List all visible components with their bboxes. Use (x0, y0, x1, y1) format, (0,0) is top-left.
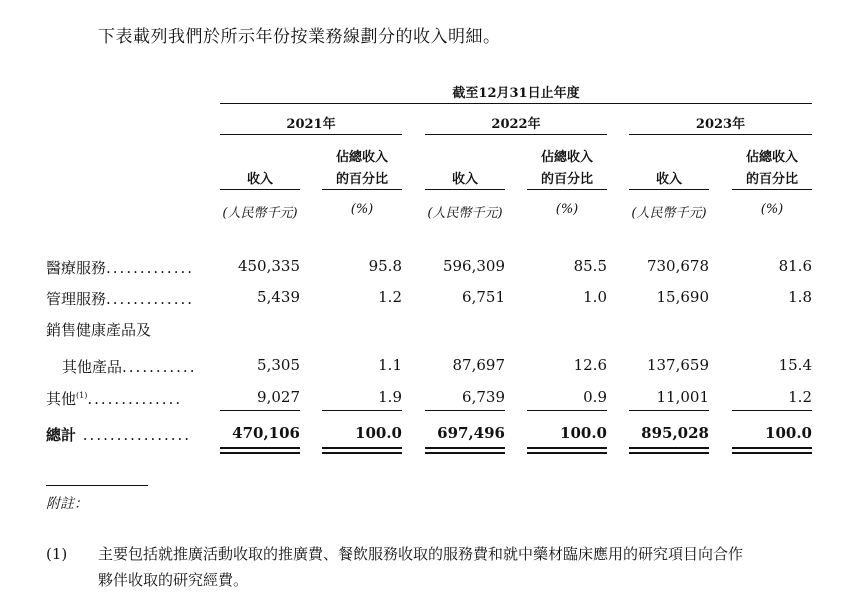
table-row-label: 醫療服務............. (46, 259, 195, 277)
table-cell: 6,739 (462, 388, 505, 406)
unit-pct-2022: (%) (555, 202, 579, 217)
total-double-rule (322, 447, 402, 454)
period-header-rule (220, 103, 812, 104)
table-cell: 15.4 (778, 356, 812, 374)
table-row-label-cont: 其他產品........... (62, 358, 197, 376)
table-cell: 1.2 (788, 388, 812, 406)
year-header-2023: 2023年 (695, 117, 746, 132)
year-header-2022: 2022年 (491, 117, 541, 132)
table-cell: 730,678 (646, 257, 709, 275)
table-cell: 1.2 (378, 288, 402, 306)
total-cell: 100.0 (355, 424, 402, 442)
table-cell: 15,690 (656, 288, 709, 306)
table-cell: 5,439 (257, 288, 300, 306)
col-rule (322, 189, 402, 190)
unit-revenue-2023: (人民幣千元) (631, 206, 707, 221)
col-rule (629, 189, 709, 190)
table-cell: 9,027 (257, 388, 300, 406)
table-cell: 450,335 (237, 257, 300, 275)
subtotal-rule (629, 410, 709, 411)
year-rule-2021 (220, 134, 402, 135)
table-row-label: 管理服務............. (46, 290, 195, 308)
total-double-rule (732, 447, 812, 454)
unit-pct-2023: (%) (760, 202, 784, 217)
table-cell: 1.8 (788, 288, 812, 306)
table-cell: 85.5 (573, 257, 607, 275)
notes-separator (46, 485, 148, 486)
unit-pct-2021: (%) (350, 202, 374, 217)
table-row-label: 銷售健康產品及 (46, 321, 152, 339)
unit-revenue-2021: (人民幣千元) (222, 206, 298, 221)
table-cell: 137,659 (646, 356, 709, 374)
total-cell: 470,106 (232, 424, 300, 442)
total-double-rule (220, 447, 300, 454)
year-header-2021: 2021年 (286, 117, 336, 132)
table-cell: 1.0 (583, 288, 607, 306)
table-cell: 1.9 (378, 388, 402, 406)
col-pct-2022-line2: 的百分比 (540, 172, 593, 187)
total-cell: 100.0 (560, 424, 607, 442)
col-rule (732, 189, 812, 190)
year-rule-2023 (629, 134, 812, 135)
table-cell: 596,309 (442, 257, 505, 275)
note-marker: (1) (46, 545, 68, 563)
total-cell: 100.0 (765, 424, 812, 442)
notes-title: 附註： (46, 496, 88, 512)
subtotal-rule (220, 410, 300, 411)
col-pct-2023-line1: 佔總收入 (745, 150, 798, 165)
note-text-line2: 夥伴收取的研究經費。 (98, 571, 249, 589)
col-pct-2021-line1: 佔總收入 (335, 150, 388, 165)
unit-revenue-2022: (人民幣千元) (427, 206, 503, 221)
col-revenue-2023: 收入 (655, 172, 682, 187)
table-cell: 5,305 (257, 356, 300, 374)
total-double-rule (629, 447, 709, 454)
col-pct-2023-line2: 的百分比 (745, 172, 798, 187)
table-cell: 0.9 (583, 388, 607, 406)
col-rule (220, 189, 300, 190)
subtotal-rule (732, 410, 812, 411)
year-rule-2022 (425, 134, 607, 135)
col-revenue-2021: 收入 (246, 172, 273, 187)
total-row-label: 總計 ................ (46, 426, 192, 444)
subtotal-rule (322, 410, 402, 411)
total-double-rule (527, 447, 607, 454)
table-cell: 87,697 (452, 356, 505, 374)
footnote-marker: (1) (76, 391, 88, 400)
subtotal-rule (527, 410, 607, 411)
total-double-rule (425, 447, 505, 454)
intro-text: 下表載列我們於所示年份按業務線劃分的收入明細。 (98, 27, 501, 47)
subtotal-rule (425, 410, 505, 411)
total-cell: 895,028 (641, 424, 709, 442)
period-header: 截至12月31日止年度 (452, 86, 580, 101)
table-cell: 81.6 (778, 257, 812, 275)
table-cell: 12.6 (573, 356, 607, 374)
col-revenue-2022: 收入 (451, 172, 478, 187)
col-rule (527, 189, 607, 190)
col-rule (425, 189, 505, 190)
col-pct-2021-line2: 的百分比 (335, 172, 388, 187)
col-pct-2022-line1: 佔總收入 (540, 150, 593, 165)
table-row-label: 其他$^{(1)}$.............. (46, 390, 183, 408)
note-text-line1: 主要包括就推廣活動收取的推廣費、餐飲服務收取的服務費和就中藥材臨床應用的研究項目向合作 (98, 545, 744, 563)
table-cell: 11,001 (656, 388, 709, 406)
table-cell: 6,751 (462, 288, 505, 306)
total-cell: 697,496 (437, 424, 505, 442)
table-cell: 95.8 (368, 257, 402, 275)
table-cell: 1.1 (378, 356, 402, 374)
